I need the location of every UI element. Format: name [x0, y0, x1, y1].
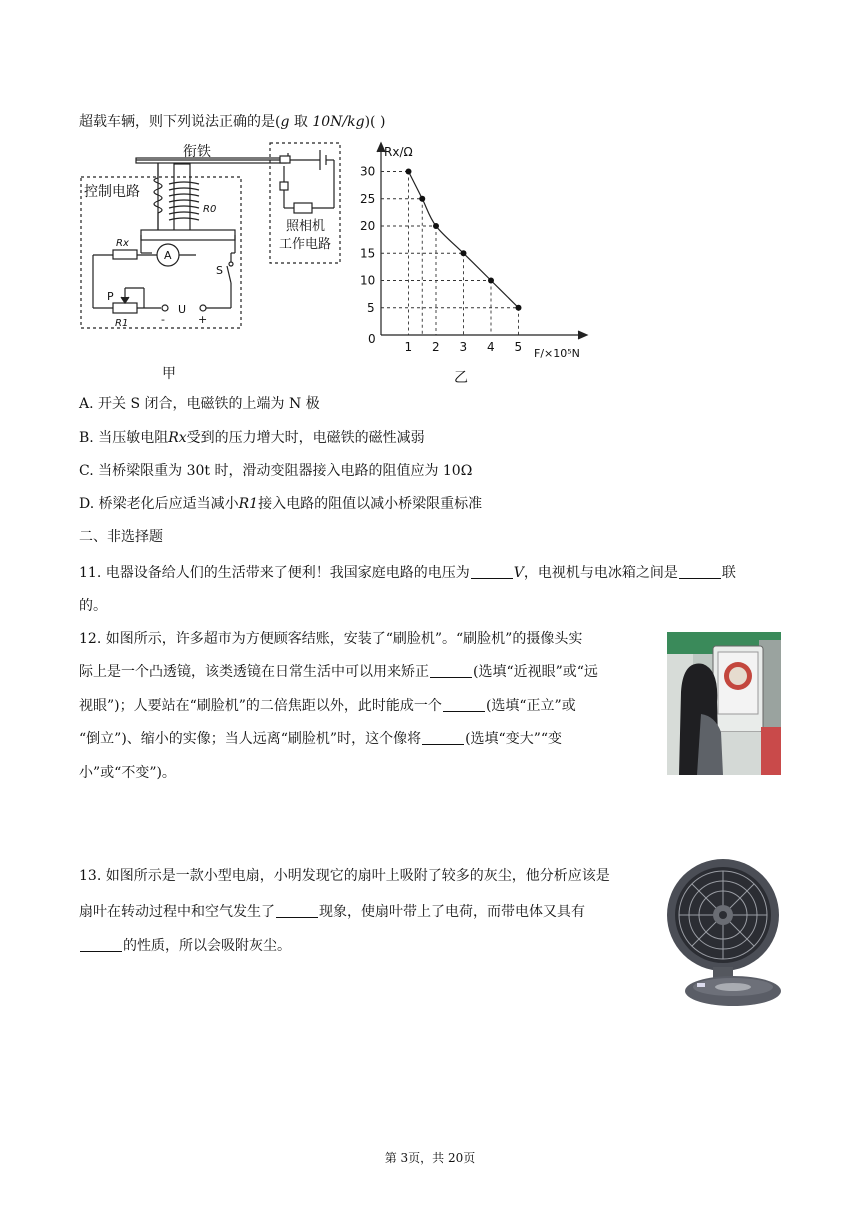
q12-text: 视眼”)；人要站在“刷脸机”的二倍焦距以外，此时能成一个	[79, 698, 442, 714]
data-point	[406, 169, 412, 175]
option-b-text-2: 受到的压力增大时，电磁铁的磁性减弱	[186, 430, 425, 446]
rx-symbol: Rx	[168, 430, 187, 446]
camera-label-2: 工作电路	[279, 237, 332, 252]
switch-label: S	[216, 264, 223, 277]
q13-text: 现象，使扇叶带上了电荷，而带电体又具有	[319, 904, 585, 920]
x-tick-label: 5	[514, 340, 523, 354]
page-footer: 第 3页，共 20页	[384, 1151, 476, 1165]
x-tick-label: 1	[404, 340, 413, 354]
x-axis-label: F/×10⁵N	[534, 347, 580, 360]
question-13-line-3	[79, 936, 291, 956]
data-point	[433, 223, 439, 229]
intro-text-mid: 取	[289, 114, 313, 130]
answer-blank[interactable]	[80, 937, 122, 952]
volt-unit: V	[513, 565, 524, 581]
rx-force-chart	[354, 138, 604, 388]
data-point	[419, 196, 425, 202]
rx-label: Rx	[116, 238, 129, 249]
q11-text-2: ，电视机与电冰箱之间是	[523, 565, 678, 581]
option-b	[79, 428, 425, 448]
minus-label: -	[161, 313, 165, 326]
slider-label: P	[107, 290, 114, 303]
option-d	[79, 494, 482, 514]
answer-blank[interactable]	[276, 903, 318, 918]
option-c: C. 当桥梁限重为 30t 时，滑动变阻器接入电路的阻值应为 10Ω	[79, 463, 473, 479]
control-circuit-label: 控制电路	[84, 184, 140, 200]
q12-text: “倒立”)、缩小的实像；当人远离“刷脸机”时，这个像将	[79, 731, 422, 747]
figure-b-caption: 乙	[454, 370, 468, 386]
y-axis-label: Rx/Ω	[384, 145, 413, 159]
g-symbol: g	[280, 114, 290, 130]
section-heading: 二、非选择题	[79, 529, 163, 545]
desk-fan-photo	[657, 855, 783, 1013]
data-point	[488, 278, 494, 284]
y-tick-label: 10	[360, 273, 376, 288]
camera-label-1: 照相机	[286, 219, 326, 234]
option-b-text: B. 当压敏电阻	[79, 430, 169, 446]
intro-text: 超载车辆，则下列说法正确的是(	[79, 114, 281, 130]
y-tick-label: 30	[360, 164, 376, 179]
option-d-text: D. 桥梁老化后应适当减小	[79, 496, 239, 512]
question-11-line-1	[79, 563, 736, 583]
data-point	[516, 305, 522, 311]
question-12-line-4	[79, 729, 562, 749]
r0-label: R0	[203, 204, 217, 215]
x-tick-label: 4	[487, 340, 495, 354]
question-13-line-1: 13. 如图所示是一款小型电扇，小明发现它的扇叶上吸附了较多的灰尘，他分析应该是	[79, 868, 610, 884]
g-value: 10N/kg	[312, 114, 365, 130]
question-intro	[79, 112, 385, 132]
q13-text: 扇叶在转动过程中和空气发生了	[79, 904, 275, 920]
y-tick-label: 20	[360, 219, 376, 233]
q12-text: (选填“近视眼”或“远	[473, 664, 598, 680]
q11-text-1: 11. 电器设备给人们的生活带来了便利！我国家庭电路的电压为	[79, 565, 470, 581]
series-line	[409, 172, 519, 308]
y-tick-label: 15	[360, 246, 376, 261]
q11-text-3: 联	[721, 565, 736, 581]
r1-label: R1	[115, 318, 129, 329]
question-13-line-2	[79, 902, 585, 922]
option-a: A. 开关 S 闭合，电磁铁的上端为 N 极	[79, 396, 320, 412]
question-12-line-5: 小”或“不变”)。	[79, 765, 176, 781]
answer-blank[interactable]	[443, 697, 485, 712]
answer-blank[interactable]	[430, 663, 472, 678]
question-12-line-1: 12. 如图所示，许多超市为方便顾客结账，安装了“刷脸机”。“刷脸机”的摄像头实	[79, 631, 583, 647]
q13-text: 的性质，所以会吸附灰尘。	[123, 938, 291, 954]
q12-text: 际上是一个凸透镜，该类透镜在日常生活中可以用来矫正	[79, 664, 429, 680]
circuit-diagram	[76, 138, 352, 388]
question-11-line-2: 的。	[79, 598, 107, 614]
answer-blank[interactable]	[679, 564, 721, 579]
ammeter-label: A	[164, 249, 172, 262]
option-d-text-2: 接入电路的阻值以减小桥梁限重标准	[258, 496, 483, 512]
q12-text: (选填“变大”“变	[465, 731, 563, 747]
u-label: U	[178, 303, 187, 316]
answer-blank[interactable]	[471, 564, 513, 579]
r1-symbol: R1	[238, 496, 259, 512]
question-12-line-2	[79, 662, 598, 682]
origin-label: 0	[368, 332, 376, 346]
x-tick-label: 2	[432, 340, 440, 354]
answer-blank[interactable]	[422, 730, 464, 745]
question-12-line-3	[79, 696, 576, 716]
figure-a-caption: 甲	[162, 366, 176, 382]
q12-text: (选填“正立”或	[485, 698, 576, 714]
y-tick-label: 5	[367, 300, 375, 315]
plus-label: +	[198, 313, 208, 326]
x-tick-label: 3	[459, 340, 468, 354]
armature-label: 衔铁	[183, 144, 211, 160]
data-point	[461, 250, 467, 256]
face-scanner-photo	[667, 632, 781, 775]
answer-paren: )( )	[364, 114, 386, 130]
y-tick-label: 25	[360, 191, 376, 206]
